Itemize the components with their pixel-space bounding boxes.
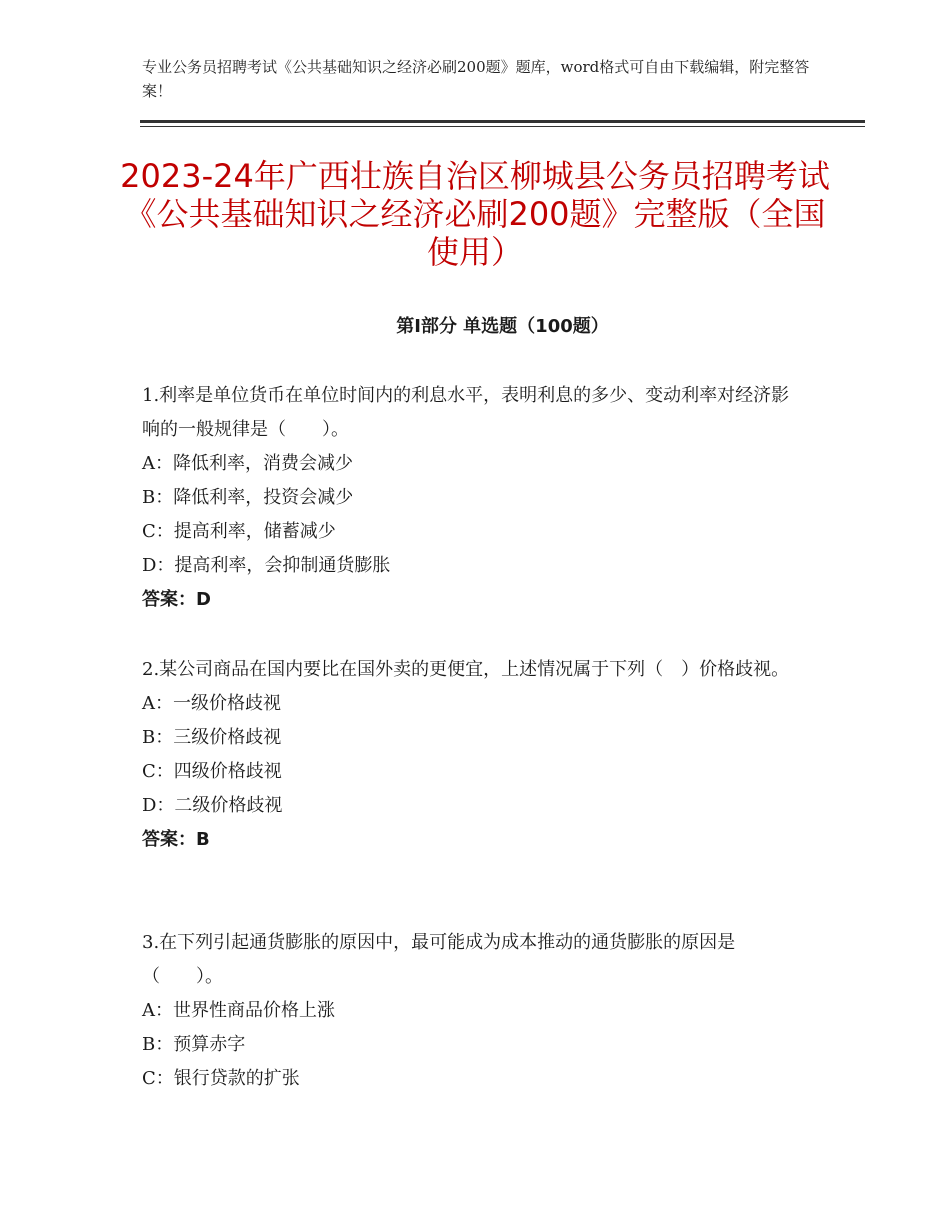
option-b: B：三级价格歧视: [142, 727, 282, 748]
option-c: C：四级价格歧视: [142, 761, 282, 782]
option-b: B：预算赤字: [142, 1034, 246, 1055]
header-divider-thin: [140, 126, 865, 127]
question-stem: 2.某公司商品在国内要比在国外卖的更便宜，上述情况属于下列（ ）价格歧视。: [142, 659, 790, 680]
option-d: D：提高利率，会抑制通货膨胀: [142, 555, 391, 576]
document-title: 2023-24年广西壮族自治区柳城县公务员招聘考试《公共基础知识之经济必刷200题》完整版（全国使用）: [120, 157, 830, 271]
answer: 答案：D: [142, 589, 211, 610]
option-c: C：提高利率，储蓄减少: [142, 521, 336, 542]
option-c: C：银行贷款的扩张: [142, 1068, 300, 1089]
option-b: B：降低利率，投资会减少: [142, 487, 354, 508]
question-stem: 1.利率是单位货币在单位时间内的利息水平，表明利息的多少、变动利率对经济影响的一般规律是（ ）。: [142, 385, 790, 440]
question-block: [142, 379, 802, 617]
option-a: A：降低利率，消费会减少: [142, 453, 353, 474]
question-block: [142, 653, 802, 857]
header-note: 专业公务员招聘考试《公共基础知识之经济必刷200题》题库，word格式可自由下载编辑，附完整答案！: [142, 58, 810, 100]
question-block: [142, 926, 802, 1096]
option-a: A：一级价格歧视: [142, 693, 281, 714]
question-stem: 3.在下列引起通货膨胀的原因中，最可能成为成本推动的通货膨胀的原因是（ ）。: [142, 932, 736, 987]
answer: 答案：B: [142, 829, 210, 850]
section-heading: 第Ⅰ部分 单选题（100题）: [396, 316, 609, 337]
option-a: A：世界性商品价格上涨: [142, 1000, 335, 1021]
header-divider: [140, 120, 865, 123]
option-d: D：二级价格歧视: [142, 795, 283, 816]
